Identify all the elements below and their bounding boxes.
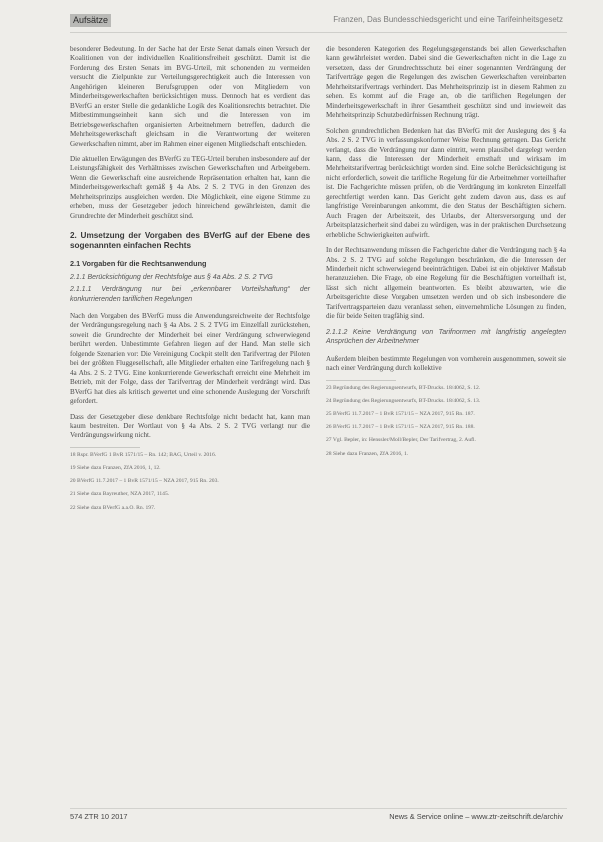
right-column [326, 45, 566, 464]
header-rule [70, 32, 567, 33]
footnote: 27 Vgl. Bepler, in: Henssler/Moll/Bepler, Der Tarifvertrag, 2. Aufl. [326, 437, 476, 444]
footnote: 19 Siehe dazu Franzen, ZfA 2016, 1, 12. [70, 465, 161, 472]
footnote: 25 BVerfG 11.7.2017 – 1 BvR 1571/15 – NZA 2017, 915 Rn. 187. [326, 410, 475, 417]
page-number: 574 ZTR 10 2017 [70, 812, 128, 821]
running-title: Franzen, Das Bundesschiedsgericht und eine Tarifeinheitsgesetz [333, 15, 563, 24]
footnote-rule [70, 447, 140, 448]
subsubsubsection-heading: 2.1.1.2 Keine Verdrängung von Tarifnormen mit langfristig angelegten Ansprüchen der Arbeitnehmer [326, 328, 566, 346]
left-column [70, 45, 310, 518]
footer-rule [70, 808, 567, 809]
footnote: 21 Siehe dazu Bayreuther, NZA 2017, 1145. [70, 491, 170, 498]
footnote: 18 Rspr. BVerfG 1 BvR 1571/15 – Rn. 142; BAG, Urteil v. 2016. [70, 451, 217, 458]
paragraph: besonderer Bedeutung. In der Sache hat der Erste Senat damals einen Versuch der Koalitionen von der individuellen Koalitionsfreiheit geschützt. Damit ist die Forderung des Ersten Senats im BVG-Urteil, mit schonenden zu vermeiden versucht die Zielpunkte zur Verteilungsgerechtigkeit auch die Interessen von Angehörigen kleineren Berufsgruppen oder von Mitgliedern von Minderheitsgewerkschaften berücksichtigen muss. Dennoch hat es verdient das BVerfG an erster Stelle die gedankliche Logik des Koalitionsrechts betrachtet. Die Mitbestimmungseinheit kann sich und die Interessen von im Betriebsgewerkschaften organisierten Arbeitnehmern betreffen, dadurch die Mehrheitsgewerkschaft gleichsam in die Verantwortung der weiteren Gewerkschaften nimmt, aber im Rahmen einer eigenen Mitgliedschaft entschieden. [70, 45, 310, 148]
paragraph: Dass der Gesetzgeber diese denkbare Rechtsfolge nicht bedacht hat, kann man kaum bestreiten. Der Wortlaut von § 4a Abs. 2 S. 2 TVG verlangt nur die Verdrängungswirkung nicht. [70, 412, 310, 440]
footnote-rule [326, 380, 396, 381]
subsection-heading: 2.1 Vorgaben für die Rechtsanwendung [70, 259, 207, 269]
footnote: 20 BVerfG 11.7.2017 – 1 BvR 1571/15 – NZA 2017, 915 Rn. 203. [70, 478, 219, 485]
section-badge: Aufsätze [70, 14, 111, 27]
paragraph: Solchen grundrechtlichen Bedenken hat das BVerfG mit der Auslegung des § 4a Abs. 2 S. 2 TVG in verfassungskonformer Weise Rechnung getragen. Das Gericht verlangt, dass die Verdrängung nur dann eintritt, wenn plausibel dargelegt werden kann, dass die Interessen der Minderheit ernsthaft und wirksam im Mehrheitstarifvertrag berücksichtigt worden sind. Eine solche Berücksichtigung ist nicht erforderlich, soweit die tarifliche Regelung für die Arbeitnehmer vorteilhafter ist. Die Fachgerichte müssen prüfen, ob die Verdrängung im konkreten Einzelfall gerechtfertigt werden kann. Das Gericht geht zudem davon aus, dass es auf langfristige Vereinbarungen ankommt, die den Status der Beschäftigten sichern. Auch Fragen der Arbeitszeit, des Urlaubs, der Altersversorgung und der Arbeitsplatzsicherheit sind dabei zu würdigen, was in der praktischen Durchsetzung erhebliche Schwierigkeiten aufwirft. [326, 126, 566, 239]
footnote: 24 Begründung des Regierungsentwurfs, BT-Drucks. 18/4062, S. 13. [326, 397, 481, 404]
section-heading: 2. Umsetzung der Vorgaben des BVerfG auf der Ebene des sogenannten einfachen Rechts [70, 231, 310, 251]
footer-link-text: News & Service online – www.ztr-zeitschrift.de/archiv [389, 812, 563, 821]
footnote: 23 Begründung des Regierungsentwurfs, BT-Drucks. 18/4062, S. 12. [326, 384, 481, 391]
subsubsubsection-heading: 2.1.1.1 Verdrängung nur bei „erkennbarer Vorteilshaftung“ der konkurrierenden tariflichen Regelungen [70, 286, 310, 303]
footnote: 28 Siehe dazu Franzen, ZfA 2016, 1. [326, 450, 409, 457]
subsubsection-heading: 2.1.1 Berücksichtigung der Rechtsfolge aus § 4a Abs. 2 S. 2 TVG [70, 273, 273, 281]
paragraph: Außerdem bleiben bestimmte Regelungen von vornherein ausgenommen, soweit sie nach einer Verdrängung durch kollektive [326, 354, 566, 373]
paragraph: In der Rechtsanwendung müssen die Fachgerichte daher die Verdrängung nach § 4a Abs. 2 S. 2 TVG auf solche Regelungen beschränken, die die Interessen der Minderheit nicht schwerwiegend beeinträchtigen. Dabei ist ein objektiver Maßstab heranzuziehen. Die Frage, ob eine Regelung für die Beschäftigten vorteilhaft ist, lässt sich nicht allgemein beantworten. Es bleibt abzuwarten, wie die Arbeitsgerichte diese Vorgaben umsetzen werden und ob sich insbesondere die Tarifvertragsparteien dazu veranlasst sehen, einvernehmliche Lösungen zu finden, die für beide Seiten tragfähig sind. [326, 246, 566, 321]
paragraph: die besonderen Kategorien des Regelungsgegenstands bei allen Gewerkschaften kann gewährleistet werden. Dabei sind die Gewerkschaften nicht in die Lage zu versetzen, dass der Grundrechtsschutz bei einer sogenannten Verdrängung der Tarifverträge gegen die Regelungen des zwischen Gewerkschaften vereinbarten Mehrheitstarifvertrags verhindert. Das Mehrheitsprinzip ist in diesem Rahmen zu sehen. Es kommt auf die Frage an, ob die tariflichen Regelungen der Minderheitsgewerkschaft in ihrer Gesamtheit geschützt sind und inwieweit das Mehrheitsprinzip Schutzbedürfnissen Rechnung trägt. [326, 45, 566, 120]
footnote: 22 Siehe dazu BVerfG a.a.O. Rn. 197. [70, 504, 156, 511]
paragraph: Nach den Vorgaben des BVerfG muss die Anwendungsreichweite der Rechtsfolge der Verdrängungsregelung nach § 4a Abs. 2 S. 2 TVG im Einzelfall zurückstehen, soweit die Grundrechte der Minderheit bei einer Verdrängung schwerwiegend berührt werden. Unbestimmte Gefahren liegen auf der Hand. Man stelle sich folgende Szenarien vor: Die Vereinigung Cockpit stellt den Tarifvertrag der Piloten bei der größten Fluggesellschaft, alle Mitglieder erhalten eine Tarifregelung nach § 4a Abs. 2 S. 2 TVG. Eine konkurrierende Gewerkschaft erreicht eine Mehrheit im Betrieb, mit der Folge, dass der Tarifvertrag der Minderheit verdrängt wird. Das BVerfG hat dies als kritisch gewertet und eine schonende Auslegung der Vorschrift gefordert. [70, 311, 310, 406]
page-header [70, 14, 567, 32]
page-footer [70, 812, 567, 824]
footnote: 26 BVerfG 11.7.2017 – 1 BvR 1571/15 – NZA 2017, 915 Rn. 188. [326, 424, 475, 431]
paragraph: Die aktuellen Erwägungen des BVerfG zu TEG-Urteil beruhen insbesondere auf der Leistungsfähigkeit des Verhältnisses zwischen Gewerkschaften und Arbeitgebern. Wenn die Gewerkschaft eine ausreichende Repräsentation erhalten hat, kann die Minderheitsgewerkschaft gemäß § 4a Abs. 2 S. 2 TVG in den Grenzen des Mehrheitsprinzips ausgleichen werden. Die Möglichkeit, eine eigene Stimme zu erheben, muss der Gesetzgeber jedoch hinreichend gewährleisten, damit die Grundrechte der Minderheit geschützt sind. [70, 154, 310, 220]
